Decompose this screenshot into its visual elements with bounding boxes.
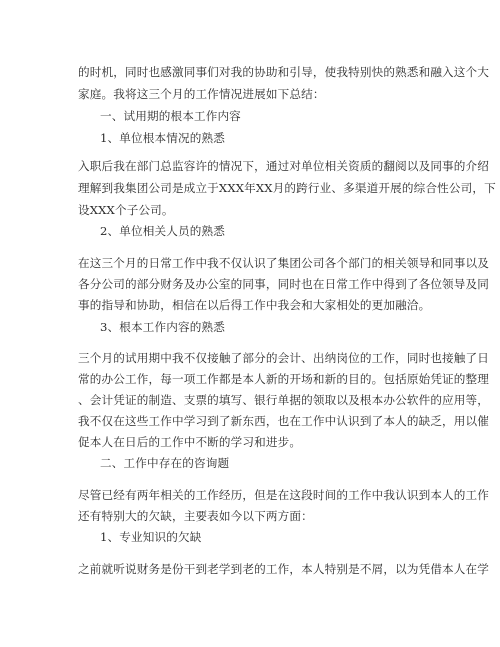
body-line: 家庭。我将这三个月的工作情况进展如下总结： bbox=[78, 87, 325, 101]
body-line: 事的指导和协助，相信在以后得工作中我会和大家相处的更加融洽。 bbox=[78, 298, 431, 312]
section-heading: 二、工作中存在的咨询题 bbox=[100, 456, 230, 470]
body-line: 各分公司的部分财务及办公室的同事，同时也在日常工作中得到了各位领导及同 bbox=[78, 277, 490, 291]
body-line: 之前就听说财务是份干到老学到老的工作，本人特别是不屑，以为凭借本人在学 bbox=[78, 562, 490, 576]
subsection-heading: 1、单位根本情况的熟悉 bbox=[100, 131, 225, 145]
body-line: 三个月的试用期中我不仅接触了部分的会计、出纳岗位的工作，同时也接触了日 bbox=[78, 351, 490, 365]
body-line: 常的办公工作，每一项工作都是本人新的开场和新的目的。包括原始凭证的整理 bbox=[78, 372, 490, 386]
body-line: 的时机，同时也感激同事们对我的协助和引导，使我特别快的熟悉和融入这个大 bbox=[78, 65, 490, 79]
body-line: 设XXX个子公司。 bbox=[78, 203, 174, 217]
subsection-heading: 2、单位相关人员的熟悉 bbox=[100, 224, 225, 238]
body-line: 我不仅在这些工作中学习到了新东西，也在工作中认识到了本人的缺乏，用以催 bbox=[78, 414, 490, 428]
section-heading: 一、试用期的根本工作内容 bbox=[100, 109, 241, 123]
body-line: 入职后我在部门总监容许的情况下，通过对单位相关资质的翻阅以及同事的介绍 bbox=[78, 159, 490, 173]
body-line: 促本人在日后的工作中不断的学习和进步。 bbox=[78, 435, 302, 449]
body-line: 理解到我集团公司是成立于XXX年XX月的跨行业、多渠道开展的综合性公司，下 bbox=[78, 181, 496, 195]
subsection-heading: 1、专业知识的欠缺 bbox=[100, 530, 202, 544]
subsection-heading: 3、根本工作内容的熟悉 bbox=[100, 320, 225, 334]
body-line: 尽管已经有两年相关的工作经历，但是在这段时间的工作中我认识到本人的工作 bbox=[78, 488, 490, 502]
body-line: 、会计凭证的制造、支票的填写、银行单据的领取以及根本办公软件的应用等， bbox=[78, 393, 490, 407]
body-line: 在这三个月的日常工作中我不仅认识了集团公司各个部门的相关领导和同事以及 bbox=[78, 256, 490, 270]
body-line: 还有特别大的欠缺，主要表如今以下两方面： bbox=[78, 509, 313, 523]
